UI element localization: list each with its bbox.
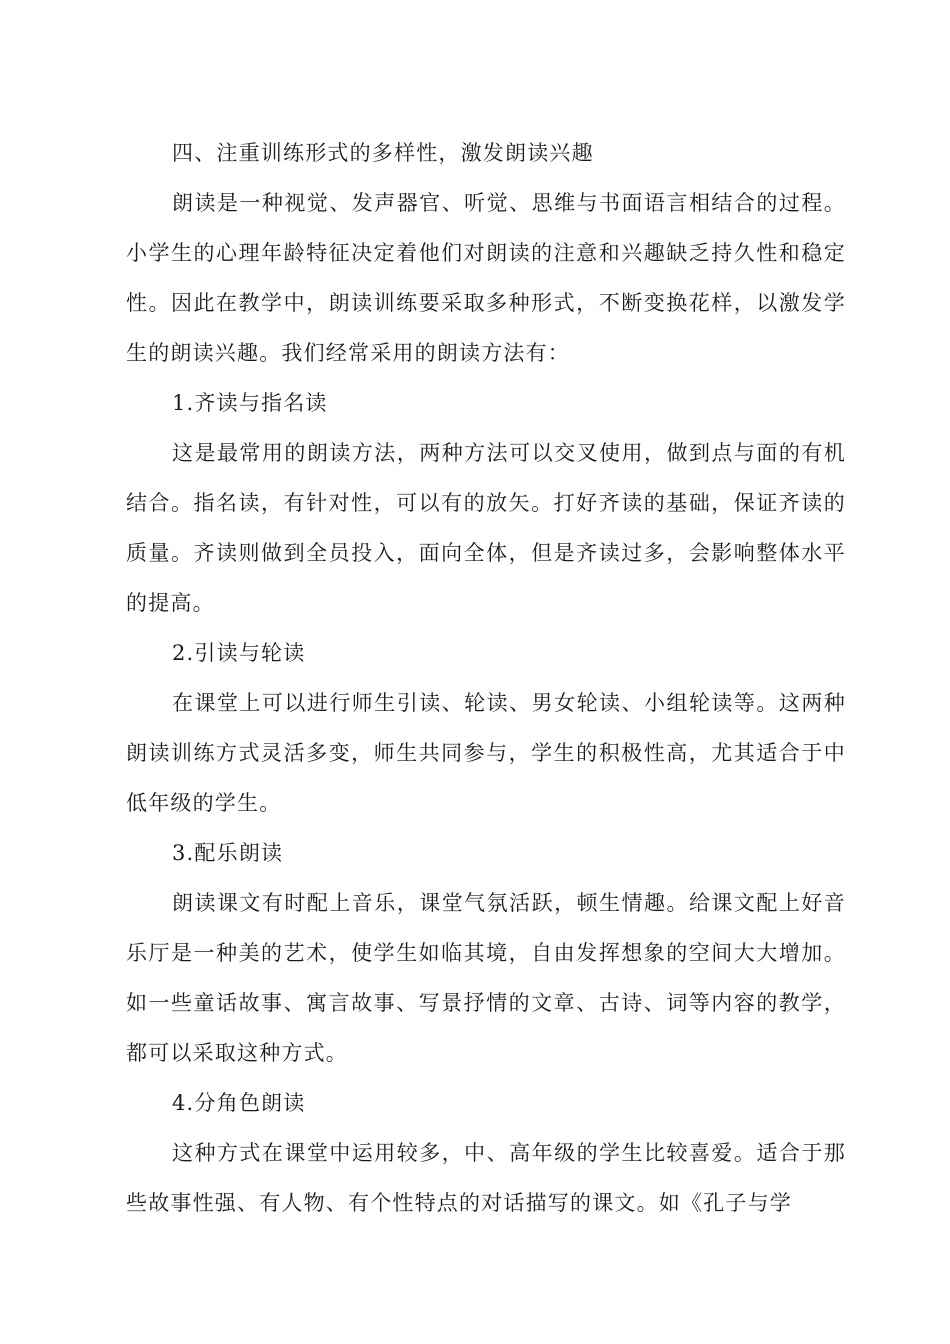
document-body [126, 128, 846, 1228]
method-2-title: 2.引读与轮读 [172, 641, 306, 665]
method-4-body: 这种方式在课堂中运用较多，中、高年级的学生比较喜爱。适合于那些故事性强、有人物、有个性特点的对话描写的课文。如《孔子与学 [126, 1141, 846, 1215]
method-3-body: 朗读课文有时配上音乐，课堂气氛活跃，顿生情趣。给课文配上好音乐厅是一种美的艺术，使学生如临其境，自由发挥想象的空间大大增加。如一些童话故事、寓言故事、写景抒情的文章、古诗、词等内容的教学，都可以采取这种方式。 [126, 891, 846, 1065]
method-1-body: 这是最常用的朗读方法，两种方法可以交叉使用，做到点与面的有机结合。指名读，有针对性，可以有的放矢。打好齐读的基础，保证齐读的质量。齐读则做到全员投入，面向全体，但是齐读过多，会影响整体水平的提高。 [126, 441, 846, 615]
intro-paragraph: 朗读是一种视觉、发声器官、听觉、思维与书面语言相结合的过程。小学生的心理年龄特征决定着他们对朗读的注意和兴趣缺乏持久性和稳定性。因此在教学中，朗读训练要采取多种形式，不断变换花样，以激发学生的朗读兴趣。我们经常采用的朗读方法有： [126, 191, 846, 365]
method-2-body: 在课堂上可以进行师生引读、轮读、男女轮读、小组轮读等。这两种朗读训练方式灵活多变，师生共同参与，学生的积极性高，尤其适合于中低年级的学生。 [126, 691, 846, 815]
method-1-title: 1.齐读与指名读 [172, 391, 328, 415]
method-4-title: 4.分角色朗读 [172, 1091, 306, 1115]
method-3-title: 3.配乐朗读 [172, 841, 284, 865]
section-heading: 四、注重训练形式的多样性，激发朗读兴趣 [172, 141, 594, 165]
